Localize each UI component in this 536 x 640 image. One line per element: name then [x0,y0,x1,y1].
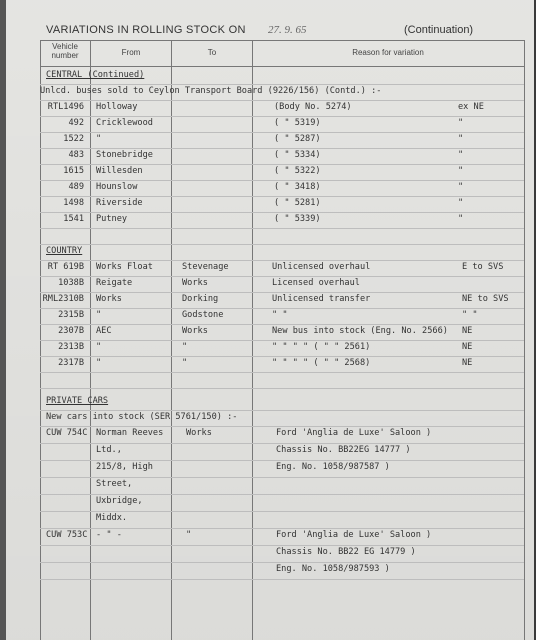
row-rule [40,212,524,213]
cell-code: " [458,150,464,160]
cell-reason: Eng. No. 1058/987587 ) [276,462,390,472]
cell-reason: Eng. No. 1058/987593 ) [276,564,390,574]
cell-from: Middx. [96,513,128,523]
cell-vehicle: 1522 [63,134,84,144]
section-heading-country: COUNTRY [46,246,83,256]
row-rule [40,562,524,563]
row-rule [40,132,524,133]
cell-from: Ltd., [96,445,122,455]
cell-vehicle: 492 [68,118,84,128]
section-heading-private-cars: PRIVATE CARS [46,396,109,406]
cell-from: Reigate [96,278,133,288]
cell-vehicle: 2317B [58,358,84,368]
row-rule [40,511,524,512]
row-rule [40,388,524,389]
cell-vehicle: 1038B [58,278,84,288]
cell-from: Street, [96,479,133,489]
row-rule [40,324,524,325]
column-header-to: To [207,48,217,57]
row-rule [40,443,524,444]
row-rule [40,340,524,341]
cell-reason: Chassis No. BB22 EG 14779 ) [276,547,416,557]
row-rule [40,148,524,149]
cell-to: Godstone [182,310,224,320]
cell-from: Cricklewood [96,118,153,128]
row-rule [40,356,524,357]
cell-reason: ( " 5334) [274,150,321,160]
row-rule [40,244,524,245]
column-header-vehicle: Vehicle number [51,42,79,60]
cell-reason: ( " 5281) [274,198,321,208]
row-rule [40,84,524,85]
document-title: VARIATIONS IN ROLLING STOCK ON [46,24,246,36]
cell-reason: Ford 'Anglia de Luxe' Saloon ) [276,428,432,438]
cell-vehicle: 2315B [58,310,84,320]
cell-from: " [96,342,102,352]
column-rule-right [524,40,525,640]
private-cars-note: New cars into stock (SER 5761/150) :- [46,412,238,422]
cell-vehicle: 1615 [63,166,84,176]
cell-vehicle: RT 619B [47,262,84,272]
cell-code: " [458,182,464,192]
cell-code: NE [462,326,473,336]
row-rule [40,528,524,529]
table-top-rule [40,40,524,41]
cell-reason: ( " 3418) [274,182,321,192]
cell-vehicle: 1541 [63,214,84,224]
cell-from: Willesden [96,166,143,176]
cell-code: " [458,166,464,176]
continuation-label: (Continuation) [404,24,474,36]
cell-from: " [96,310,102,320]
cell-reason: ( " 5339) [274,214,321,224]
cell-reason: ( " 5322) [274,166,321,176]
cell-reason: ( " 5319) [274,118,321,128]
row-rule [40,308,524,309]
row-rule [40,100,524,101]
cell-from: 215/8, High [96,462,153,472]
cell-reason: Unlicensed overhaul [272,262,371,272]
cell-from: Norman Reeves [96,428,164,438]
cell-code: " " [462,310,478,320]
cell-vehicle: RML2310B [42,294,84,304]
cell-to: " [182,358,188,368]
row-rule [40,460,524,461]
cell-to: " [182,342,188,352]
cell-reason: " " " " ( " " 2561) [272,342,371,352]
cell-reason: Licensed overhaul [272,278,360,288]
cell-from: Stonebridge [96,150,153,160]
cell-code: NE [462,358,473,368]
cell-code: " [458,214,464,224]
cell-to: Works [182,278,208,288]
column-header-reason: Reason for variation [352,48,424,57]
cell-code: " [458,198,464,208]
cell-code: ex NE [458,102,484,112]
cell-reason: " " [272,310,288,320]
cell-reason: ( " 5287) [274,134,321,144]
column-header-from: From [121,48,141,57]
cell-code: E to SVS [462,262,504,272]
row-rule [40,260,524,261]
cell-from: Hounslow [96,182,138,192]
cell-vehicle: 2313B [58,342,84,352]
cell-from: Uxbridge, [96,496,143,506]
row-rule [40,164,524,165]
row-rule [40,477,524,478]
row-rule [40,116,524,117]
cell-reason: Unlicensed transfer [272,294,371,304]
cell-vehicle: 489 [68,182,84,192]
cell-vehicle: 483 [68,150,84,160]
row-rule [40,410,524,411]
cell-reason: New bus into stock (Eng. No. 2566) [272,326,448,336]
cell-reason: " " " " ( " " 2568) [272,358,371,368]
row-rule [40,276,524,277]
central-note: Unlcd. buses sold to Ceylon Transport Board (9226/156) (Contd.) :- [40,86,382,96]
cell-from: " [96,358,102,368]
cell-vehicle: 2307B [58,326,84,336]
cell-reason: Ford 'Anglia de Luxe' Saloon ) [276,530,432,540]
cell-from: AEC [96,326,112,336]
cell-from: Putney [96,214,128,224]
cell-from: Holloway [96,102,138,112]
document-sheet [6,0,534,640]
cell-code: NE to SVS [462,294,509,304]
cell-vehicle: CUW 754C [46,428,88,438]
cell-from: " [96,134,102,144]
cell-code: " [458,134,464,144]
cell-code: " [458,118,464,128]
row-rule [40,426,524,427]
cell-to: " [186,530,192,540]
cell-from: - " - [96,530,122,540]
cell-to: Works [182,326,208,336]
cell-reason: (Body No. 5274) [274,102,352,112]
row-rule [40,228,524,229]
cell-from: Works Float [96,262,153,272]
cell-vehicle: CUW 753C [46,530,88,540]
cell-vehicle: RTL1496 [47,102,84,112]
cell-from: Riverside [96,198,143,208]
document-date: 27. 9. 65 [268,24,307,36]
cell-to: Stevenage [182,262,229,272]
cell-vehicle: 1498 [63,198,84,208]
document-header [46,22,516,42]
cell-from: Works [96,294,122,304]
section-heading-central: CENTRAL (Continued) [46,70,145,80]
row-rule [40,372,524,373]
cell-reason: Chassis No. BB22EG 14777 ) [276,445,411,455]
row-rule [40,579,524,580]
cell-to: Dorking [182,294,219,304]
row-rule [40,292,524,293]
row-rule [40,180,524,181]
row-rule [40,545,524,546]
cell-code: NE [462,342,473,352]
cell-to: Works [186,428,212,438]
row-rule [40,196,524,197]
row-rule [40,494,524,495]
